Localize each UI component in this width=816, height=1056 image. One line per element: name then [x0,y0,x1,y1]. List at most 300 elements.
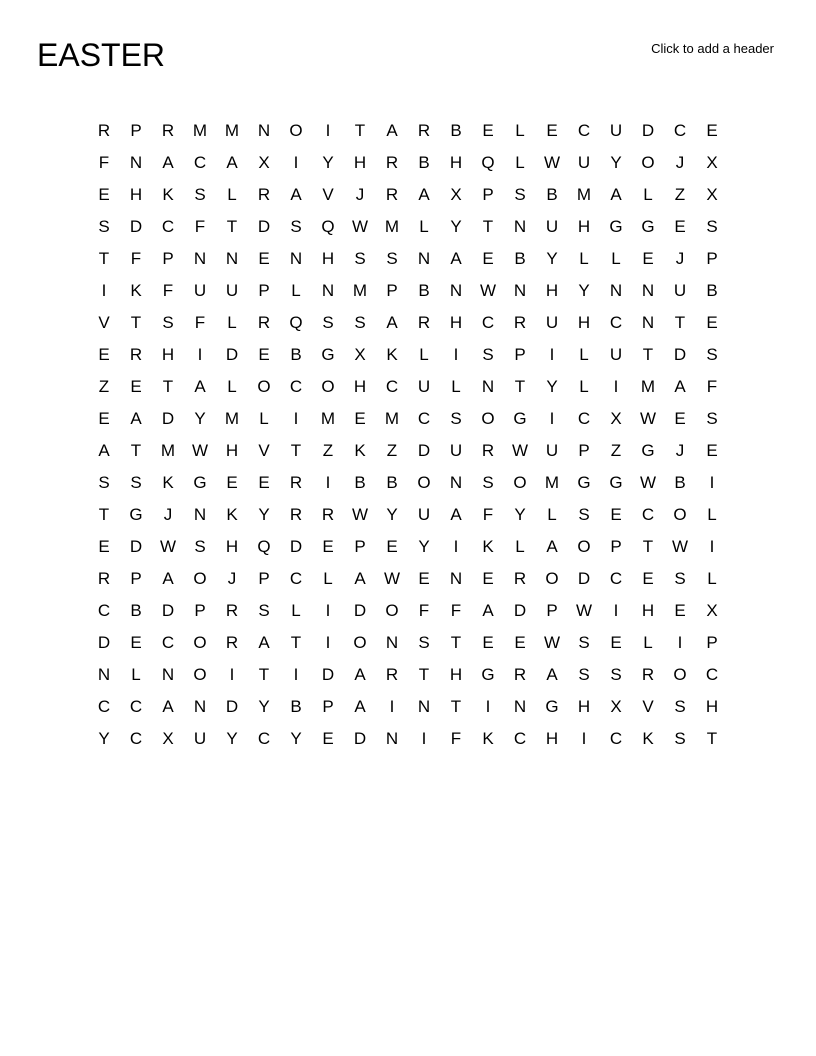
grid-letter: R [225,601,239,620]
grid-letter: P [354,537,366,556]
grid-letter: T [418,665,430,684]
page-title: EASTER [37,37,166,73]
grid-letter: C [193,153,207,172]
grid-letter: I [421,729,427,748]
grid-letter: U [545,313,559,332]
grid-letter: N [449,473,463,492]
grid-letter: Z [322,441,334,460]
grid-letter: T [674,313,686,332]
grid-letter: N [129,153,143,172]
grid-letter: D [641,121,655,140]
grid-letter: N [193,697,207,716]
grid-letter: O [193,569,207,588]
grid-letter: S [674,697,686,716]
grid-letter: A [674,377,686,396]
grid-letter: Z [386,441,398,460]
grid-letter: J [355,185,365,204]
grid-letter: J [227,569,237,588]
grid-letter: X [706,185,718,204]
grid-letter: R [513,665,527,684]
grid-letter: T [98,505,110,524]
grid-letter: G [545,697,559,716]
grid-letter: C [417,409,431,428]
grid-letter: W [639,409,657,428]
grid-letter: X [706,601,718,620]
grid-letter: H [545,729,559,748]
grid-letter: E [258,249,270,268]
grid-letter: P [578,441,590,460]
grid-letter: Y [322,153,334,172]
grid-letter: C [161,633,175,652]
grid-letter: I [229,665,235,684]
grid-letter: Q [481,153,495,172]
grid-letter: N [449,569,463,588]
grid-letter: Y [546,249,558,268]
grid-letter: S [162,313,174,332]
grid-letter: E [354,409,366,428]
grid-letter: S [194,537,206,556]
grid-letter: I [293,409,299,428]
grid-letter: R [129,345,143,364]
grid-letter: G [513,409,527,428]
grid-letter: V [98,313,110,332]
grid-letter: L [291,601,301,620]
grid-letter: G [193,473,207,492]
grid-letter: S [258,601,270,620]
grid-letter: Y [258,505,270,524]
grid-letter: F [482,505,494,524]
grid-letter: D [417,441,431,460]
grid-letter: E [98,409,110,428]
grid-letter: A [290,185,302,204]
grid-letter: M [192,121,208,140]
grid-letter: P [130,121,142,140]
grid-letter: I [453,537,459,556]
grid-letter: D [353,601,367,620]
grid-letter: E [706,313,718,332]
grid-letter: O [193,633,207,652]
grid-letter: P [258,281,270,300]
grid-letter: I [709,473,715,492]
grid-letter: N [513,281,527,300]
grid-row [88,467,728,499]
grid-letter: E [322,729,334,748]
grid-letter: N [225,249,239,268]
grid-letter: L [291,281,301,300]
grid-letter: H [321,249,335,268]
grid-letter: E [258,345,270,364]
grid-letter: G [609,473,623,492]
grid-letter: R [385,185,399,204]
grid-letter: A [258,633,270,652]
grid-letter: U [577,153,591,172]
grid-letter: U [193,729,207,748]
grid-letter: O [577,537,591,556]
grid-letter: T [706,729,718,748]
grid-letter: A [610,185,622,204]
grid-letter: A [162,569,174,588]
grid-letter: S [386,249,398,268]
grid-letter: R [289,505,303,524]
grid-letter: H [161,345,175,364]
grid-letter: F [194,217,206,236]
grid-letter: D [161,601,175,620]
grid-letter: A [354,697,366,716]
grid-letter: I [485,697,491,716]
grid-letter: E [674,601,686,620]
grid-letter: Y [418,537,430,556]
grid-letter: B [290,345,302,364]
grid-letter: T [290,441,302,460]
grid-letter: W [543,633,561,652]
grid-letter: I [677,633,683,652]
grid-letter: Q [257,537,271,556]
grid-row [88,627,728,659]
grid-letter: C [705,665,719,684]
grid-letter: K [482,537,494,556]
grid-letter: O [257,377,271,396]
grid-letter: A [482,601,494,620]
grid-letter: I [325,601,331,620]
grid-letter: W [479,281,497,300]
grid-letter: S [610,665,622,684]
grid-letter: P [610,537,622,556]
grid-letter: Y [226,729,238,748]
grid-letter: K [130,281,142,300]
grid-letter: Z [98,377,110,396]
grid-letter: R [513,313,527,332]
grid-letter: C [481,313,495,332]
grid-letter: C [97,601,111,620]
grid-letter: H [129,185,143,204]
grid-letter: M [384,217,400,236]
grid-letter: L [611,249,621,268]
grid-letter: C [289,377,303,396]
grid-letter: S [578,665,590,684]
grid-letter: M [160,441,176,460]
grid-letter: D [161,409,175,428]
grid-row [88,275,728,307]
grid-letter: R [513,569,527,588]
grid-letter: O [673,665,687,684]
header-placeholder[interactable]: Click to add a header [651,41,774,56]
grid-letter: E [674,409,686,428]
grid-letter: U [673,281,687,300]
grid-letter: I [197,345,203,364]
grid-letter: B [418,153,430,172]
grid-row [88,595,728,627]
grid-letter: U [193,281,207,300]
grid-letter: U [225,281,239,300]
grid-letter: E [418,569,430,588]
grid-letter: G [641,441,655,460]
grid-letter: N [193,249,207,268]
grid-letter: E [482,121,494,140]
grid-letter: N [97,665,111,684]
grid-row [88,435,728,467]
grid-letter: S [194,185,206,204]
grid-letter: L [323,569,333,588]
grid-letter: E [546,121,558,140]
grid-letter: D [257,217,271,236]
grid-letter: R [385,665,399,684]
grid-letter: T [514,377,526,396]
grid-letter: L [419,345,429,364]
grid-letter: P [482,185,494,204]
grid-letter: B [354,473,366,492]
grid-letter: W [543,153,561,172]
grid-row [88,371,728,403]
grid-letter: C [609,729,623,748]
grid-letter: C [257,729,271,748]
grid-letter: Y [546,377,558,396]
grid-letter: S [482,345,494,364]
grid-letter: N [417,697,431,716]
grid-letter: P [194,601,206,620]
grid-letter: L [515,153,525,172]
grid-letter: X [610,697,622,716]
grid-letter: D [289,537,303,556]
grid-letter: E [674,217,686,236]
grid-letter: R [289,473,303,492]
grid-letter: O [193,665,207,684]
grid-letter: W [351,217,369,236]
grid-letter: T [98,249,110,268]
grid-letter: E [130,377,142,396]
grid-letter: A [386,313,398,332]
grid-letter: W [639,473,657,492]
grid-letter: J [675,153,685,172]
grid-letter: L [227,377,237,396]
grid-letter: Y [578,281,590,300]
grid-letter: S [290,217,302,236]
grid-letter: H [225,441,239,460]
grid-letter: P [514,345,526,364]
grid-letter: O [417,473,431,492]
grid-letter: W [351,505,369,524]
grid-letter: E [482,569,494,588]
grid-letter: C [129,697,143,716]
grid-letter: D [129,537,143,556]
grid-letter: A [226,153,238,172]
grid-letter: R [257,313,271,332]
grid-letter: R [641,665,655,684]
grid-letter: J [163,505,173,524]
grid-letter: T [482,217,494,236]
grid-letter: E [226,473,238,492]
grid-letter: W [511,441,529,460]
grid-letter: X [706,153,718,172]
grid-letter: K [386,345,398,364]
grid-letter: P [706,633,718,652]
grid-letter: I [325,633,331,652]
grid-letter: B [514,249,526,268]
grid-letter: E [642,249,654,268]
grid-letter: A [98,441,110,460]
grid-letter: E [482,249,494,268]
grid-letter: L [227,313,237,332]
grid-letter: U [449,441,463,460]
grid-letter: F [450,601,462,620]
grid-letter: H [449,665,463,684]
grid-letter: F [706,377,718,396]
grid-row [88,307,728,339]
grid-letter: I [549,409,555,428]
grid-letter: Z [610,441,622,460]
grid-letter: L [643,633,653,652]
grid-letter: X [354,345,366,364]
grid-letter: E [130,633,142,652]
grid-letter: C [289,569,303,588]
grid-letter: A [194,377,206,396]
grid-letter: P [546,601,558,620]
grid-letter: T [226,217,238,236]
grid-letter: D [225,697,239,716]
grid-letter: W [671,537,689,556]
grid-letter: S [706,217,718,236]
grid-letter: U [545,217,559,236]
grid-letter: G [609,217,623,236]
grid-letter: E [258,473,270,492]
grid-row [88,659,728,691]
grid-letter: W [383,569,401,588]
grid-letter: R [97,121,111,140]
grid-letter: H [225,537,239,556]
grid-letter: S [450,409,462,428]
grid-letter: R [97,569,111,588]
grid-letter: C [513,729,527,748]
grid-letter: M [224,409,240,428]
grid-letter: S [130,473,142,492]
grid-letter: U [609,121,623,140]
grid-letter: P [706,249,718,268]
grid-letter: O [513,473,527,492]
grid-letter: L [259,409,269,428]
grid-letter: B [386,473,398,492]
grid-letter: N [385,729,399,748]
grid-letter: E [610,505,622,524]
grid-letter: L [579,377,589,396]
grid-letter: M [640,377,656,396]
grid-letter: K [162,185,174,204]
grid-row [88,115,728,147]
grid-letter: E [98,345,110,364]
grid-letter: T [130,313,142,332]
grid-letter: I [293,153,299,172]
grid-letter: W [159,537,177,556]
grid-letter: W [191,441,209,460]
grid-letter: E [98,537,110,556]
grid-letter: L [643,185,653,204]
grid-letter: F [98,153,110,172]
grid-letter: L [451,377,461,396]
grid-letter: I [581,729,587,748]
grid-letter: H [577,697,591,716]
grid-letter: R [417,313,431,332]
grid-letter: N [289,249,303,268]
grid-letter: V [258,441,270,460]
grid-letter: T [450,633,462,652]
grid-letter: L [707,569,717,588]
grid-row [88,691,728,723]
grid-letter: O [673,505,687,524]
grid-letter: A [130,409,142,428]
grid-letter: A [354,665,366,684]
grid-letter: R [225,633,239,652]
grid-letter: D [577,569,591,588]
grid-letter: F [450,729,462,748]
grid-letter: T [290,633,302,652]
grid-letter: S [578,633,590,652]
grid-letter: T [130,441,142,460]
grid-letter: V [642,697,654,716]
grid-letter: S [578,505,590,524]
grid-letter: M [384,409,400,428]
grid-letter: K [354,441,366,460]
grid-letter: N [321,281,335,300]
grid-letter: B [674,473,686,492]
grid-letter: B [418,281,430,300]
grid-letter: S [354,249,366,268]
grid-letter: E [642,569,654,588]
grid-letter: L [515,121,525,140]
grid-letter: R [161,121,175,140]
grid-letter: E [610,633,622,652]
grid-letter: I [389,697,395,716]
grid-letter: A [418,185,430,204]
grid-letter: O [353,633,367,652]
grid-letter: E [386,537,398,556]
grid-letter: L [579,249,589,268]
grid-letter: G [321,345,335,364]
grid-letter: Y [290,729,302,748]
grid-letter: F [418,601,430,620]
grid-letter: N [161,665,175,684]
grid-letter: W [575,601,593,620]
grid-letter: K [642,729,654,748]
grid-letter: L [579,345,589,364]
grid-letter: N [257,121,271,140]
grid-letter: M [352,281,368,300]
grid-letter: P [130,569,142,588]
grid-letter: E [514,633,526,652]
grid-letter: X [610,409,622,428]
grid-letter: T [450,697,462,716]
grid-letter: X [258,153,270,172]
grid-letter: E [706,441,718,460]
grid-letter: O [481,409,495,428]
grid-letter: D [353,729,367,748]
grid-letter: L [419,217,429,236]
grid-letter: M [224,121,240,140]
grid-letter: S [674,569,686,588]
grid-letter: N [513,697,527,716]
grid-letter: I [325,473,331,492]
grid-letter: D [129,217,143,236]
grid-letter: R [417,121,431,140]
grid-letter: K [482,729,494,748]
grid-letter: S [674,729,686,748]
grid-letter: S [706,409,718,428]
grid-letter: O [289,121,303,140]
grid-row [88,211,728,243]
grid-letter: N [193,505,207,524]
grid-letter: E [706,121,718,140]
grid-row [88,147,728,179]
word-search-grid [88,115,728,755]
grid-letter: S [98,473,110,492]
grid-letter: U [417,505,431,524]
